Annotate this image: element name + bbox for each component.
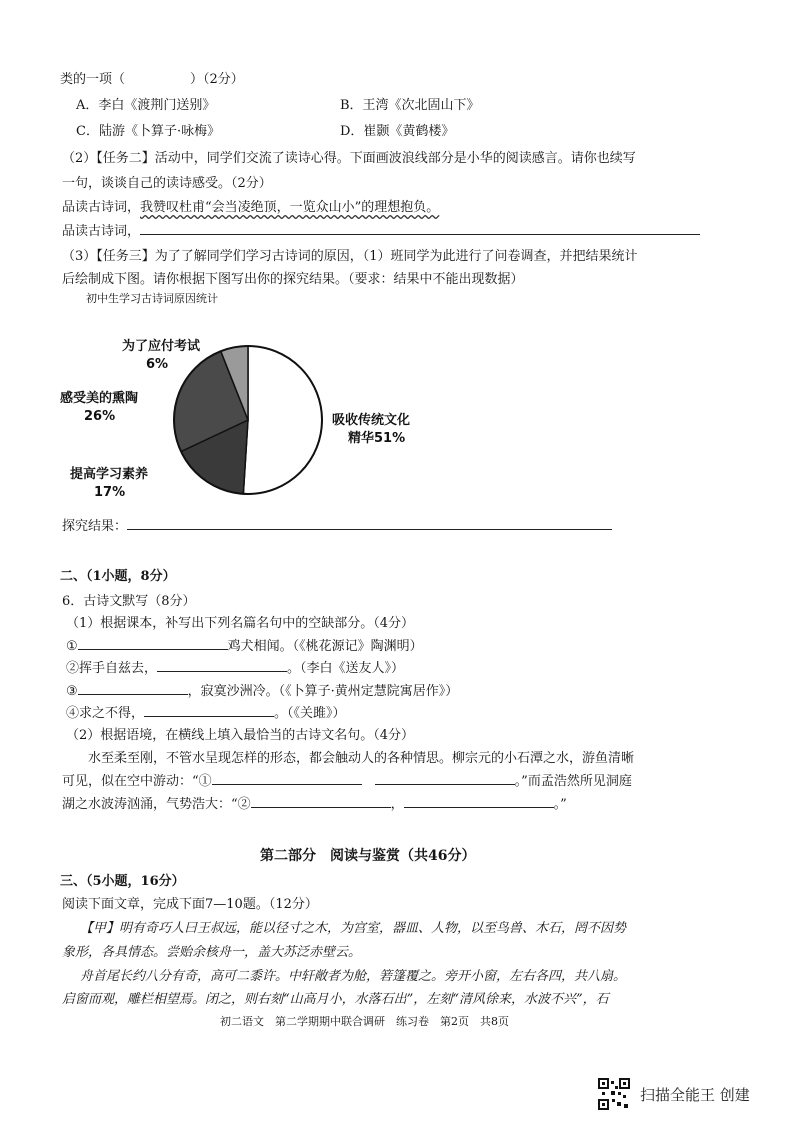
item4-post: 。（《关雎》） [274, 706, 346, 721]
para3-blank-b[interactable] [404, 795, 554, 808]
recite-item-3 [66, 680, 458, 699]
para2-post: 。”而孟浩然所见洞庭 [514, 774, 632, 789]
item1-text: 鸡犬相闻。（《桃花源记》陶渊明） [227, 639, 423, 654]
sample-answer [62, 196, 439, 215]
result-label: 探究结果： [62, 519, 128, 534]
para3-pre: 湖之水波涛汹涌，气势浩大：“② [62, 797, 251, 812]
recite-item-2 [66, 657, 404, 676]
context-para-3 [62, 793, 567, 812]
option-a: A．李白《渡荆门送别》 [76, 98, 216, 113]
option-c: C．陆游《卜算子·咏梅》 [76, 124, 221, 139]
passage-jia-line4: 启窗而观，雕栏相望焉。闭之，则右刻“山高月小，水落石出”，左刻“清风徐来，水波不兴”，石 [62, 992, 609, 1007]
q5-2-line1: （2）【任务二】活动中，同学们交流了读诗心得。下面画波浪线部分是小华的阅读感言。请你也续写 [62, 151, 636, 166]
para3-mid: ， [390, 797, 404, 812]
q5-3-line1: （3）【任务三】为了了解同学们学习古诗词的原因，（1）班同学为此进行了问卷调查，并把结果统计 [62, 249, 638, 264]
passage-jia-line3: 舟首尾长约八分有奇，高可二黍许。中轩敞者为舱，箬篷覆之。旁开小窗，左右各四，共八扇。 [80, 969, 627, 984]
passage-jia-line1: 【甲】明有奇巧人曰王叔远，能以径寸之木，为宫室，器皿、人物，以至鸟兽、木石，罔不因势 [80, 921, 627, 936]
para3-post: 。” [553, 797, 567, 812]
q5-1-stem-tail: 类的一项（ ）（2分） [60, 72, 244, 87]
result-blank[interactable] [127, 517, 612, 530]
item3-blank[interactable] [78, 682, 188, 695]
recite-item-4 [66, 702, 346, 721]
pie-chart [60, 320, 500, 520]
option-d: D．崔颢《黄鹤楼》 [340, 124, 455, 139]
answer-prefix: 品读古诗词， [62, 224, 141, 239]
passage-jia-line2: 象形，各具情态。尝贻余核舟一，盖大苏泛赤壁云。 [62, 945, 362, 960]
chart-title: 初中生学习古诗词原因统计 [86, 292, 218, 305]
q6-sub1: （1）根据课本，补写出下列名篇名句中的空缺部分。（4分） [66, 616, 415, 631]
pie-label-3: 感受美的熏陶 26% [60, 391, 139, 424]
q5-3-line2: 后绘制成下图。请你根据下图写出你的探究结果。（要求：结果中不能出现数据） [62, 272, 524, 287]
section-two-heading: 二、（1小题，8分） [60, 569, 176, 584]
para2-blank-b[interactable] [375, 772, 515, 785]
item3-post: ，寂寞沙洲冷。（《卜算子·黄州定慧院寓居作》） [187, 684, 459, 699]
item3-number: ③ [66, 684, 78, 699]
option-b: B．王湾《次北固山下》 [340, 98, 480, 113]
result-line [62, 515, 612, 534]
para2-blank-a[interactable] [212, 772, 362, 785]
answer-blank[interactable] [140, 222, 700, 235]
item4-pre: ④求之不得， [66, 706, 145, 721]
qr-code-icon [598, 1078, 630, 1110]
sample-prefix: 品读古诗词， [62, 200, 141, 215]
page-footer: 初二语文 第二学期期中联合调研 练习卷 第2页 共8页 [220, 1015, 509, 1028]
item2-blank[interactable] [157, 659, 287, 672]
pie-label-2: 提高学习素养 17% [70, 467, 149, 500]
para3-blank-a[interactable] [251, 795, 391, 808]
pie-slice-1 [243, 346, 322, 494]
item4-blank[interactable] [144, 704, 274, 717]
item1-blank[interactable] [78, 637, 228, 650]
item1-number: ① [66, 639, 78, 654]
pie-label-1: 吸收传统文化精华51% [332, 413, 411, 446]
q5-2-line2: 一句，谈谈自己的读诗感受。（2分） [62, 176, 272, 191]
watermark-text: 扫描全能王 创建 [640, 1086, 750, 1104]
item2-pre: ②挥手自兹去， [66, 661, 158, 676]
context-para-2 [62, 770, 632, 789]
reading-intro: 阅读下面文章，完成下面7—10题。（12分） [62, 897, 318, 912]
recite-item-1 [66, 635, 423, 654]
para2-pre: 可见，似在空中游动：“① [62, 774, 212, 789]
section-three-heading: 三、（5小题，16分） [60, 874, 185, 889]
part-two-heading: 第二部分 阅读与鉴赏（共46分） [260, 848, 476, 864]
item2-post: 。（李白《送友人》） [287, 661, 405, 676]
context-para-1: 水至柔至刚，不管水呈现怎样的形态，都会触动人的各种情思。柳宗元的小石潭之水，游鱼清晰 [88, 751, 635, 766]
q6-sub2: （2）根据语境，在横线上填入最恰当的古诗文名句。（4分） [66, 728, 415, 743]
q6-title: 6．古诗文默写（8分） [62, 594, 196, 609]
sample-wavy-text: 我赞叹杜甫“会当凌绝顶，一览众山小”的理想抱负。 [140, 200, 440, 215]
pie-label-4: 为了应付考试 6% [122, 339, 201, 372]
answer-line-q5-2 [62, 220, 700, 239]
